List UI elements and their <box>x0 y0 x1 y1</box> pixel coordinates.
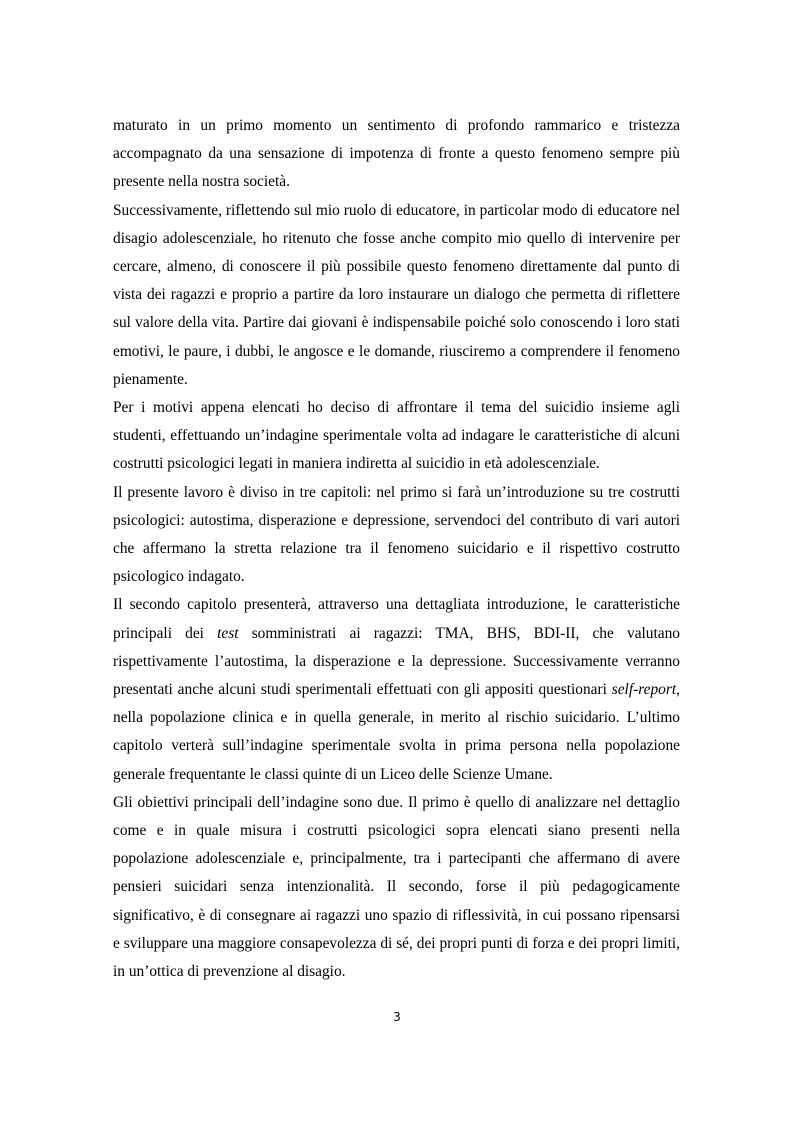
paragraph-3 <box>113 394 680 479</box>
paragraph-5-text-c: , nella popolazione clinica e in quella generale, in merito al rischio suicidario. L’ultimo capitolo verterà sull’indagine sperimentale svolta in prima persona nella popolazione generale frequentante le classi quinte di un Liceo delle Scienze Umane. <box>113 681 680 783</box>
paragraph-5-italic-self-report: self-report <box>611 681 677 699</box>
paragraph-6-text: Gli obiettivi principali dell’indagine sono due. Il primo è quello di analizzare nel dettaglio come e in quale misura i costrutti psicologici sopra elencati siano presenti nella popolazione adolescenziale e, principalmente, tra i partecipanti che affermano di avere pensieri suicidari senza intenzionalità. Il secondo, forse il più pedagogicamente significativo, è di consegnare ai ragazzi uno spazio di riflessività, in cui possano ripensarsi e sviluppare una maggiore consapevolezza di sé, dei propri punti di forza e dei propri limiti, in un’ottica di prevenzione al disagio. <box>113 793 680 981</box>
paragraph-4 <box>113 479 680 592</box>
paragraph-1 <box>113 112 680 197</box>
paragraph-1-text: maturato in un primo momento un sentimento di profondo rammarico e tristezza accompagnato da una sensazione di impotenza di fronte a questo fenomeno sempre più presente nella nostra società. <box>113 117 680 191</box>
page-body <box>113 112 680 986</box>
paragraph-3-text: Per i motivi appena elencati ho deciso di affrontare il tema del suicidio insieme agli studenti, effettuando un’indagine sperimentale volta ad indagare le caratteristiche di alcuni costrutti psicologici legati in maniera indiretta al suicidio in età adolescenziale. <box>113 399 680 473</box>
paragraph-2 <box>113 197 680 394</box>
paragraph-5-text-b: somministrati ai ragazzi: TMA, BHS, BDI-II, che valutano rispettivamente l’autostima, la disperazione e la depressione. Successivamente verranno presentati anche alcuni studi sperimentali effettuati con gli appositi questionari <box>113 624 681 699</box>
paragraph-5-text-a: Il secondo capitolo presenterà, attraverso una dettagliata introduzione, le caratteristiche principali dei <box>113 596 680 642</box>
page-number: 3 <box>393 1010 401 1024</box>
paragraph-6 <box>113 789 680 986</box>
paragraph-4-text: Il presente lavoro è diviso in tre capitoli: nel primo si farà un’introduzione su tre costrutti psicologici: autostima, disperazione e depressione, servendoci del contributo di vari autori che affermano la stretta relazione tra il fenomeno suicidario e il rispettivo costrutto psicologico indagato. <box>113 483 680 586</box>
paragraph-5-italic-test: test <box>217 624 239 642</box>
paragraph-2-text: Successivamente, riflettendo sul mio ruolo di educatore, in particolar modo di educatore nel disagio adolescenziale, ho ritenuto che fosse anche compito mio quello di intervenire per cercare, almeno, di conoscere il più possibile questo fenomeno direttamente dal punto di vista dei ragazzi e proprio a partire da loro instaurare un dialogo che permetta di riflettere sul valore della vita. Partire dai giovani è indispensabile poiché solo conoscendo i loro stati emotivi, le paure, i dubbi, le angosce e le domande, riusciremo a comprendere il fenomeno pienamente. <box>113 201 680 388</box>
paragraph-5 <box>113 591 680 788</box>
